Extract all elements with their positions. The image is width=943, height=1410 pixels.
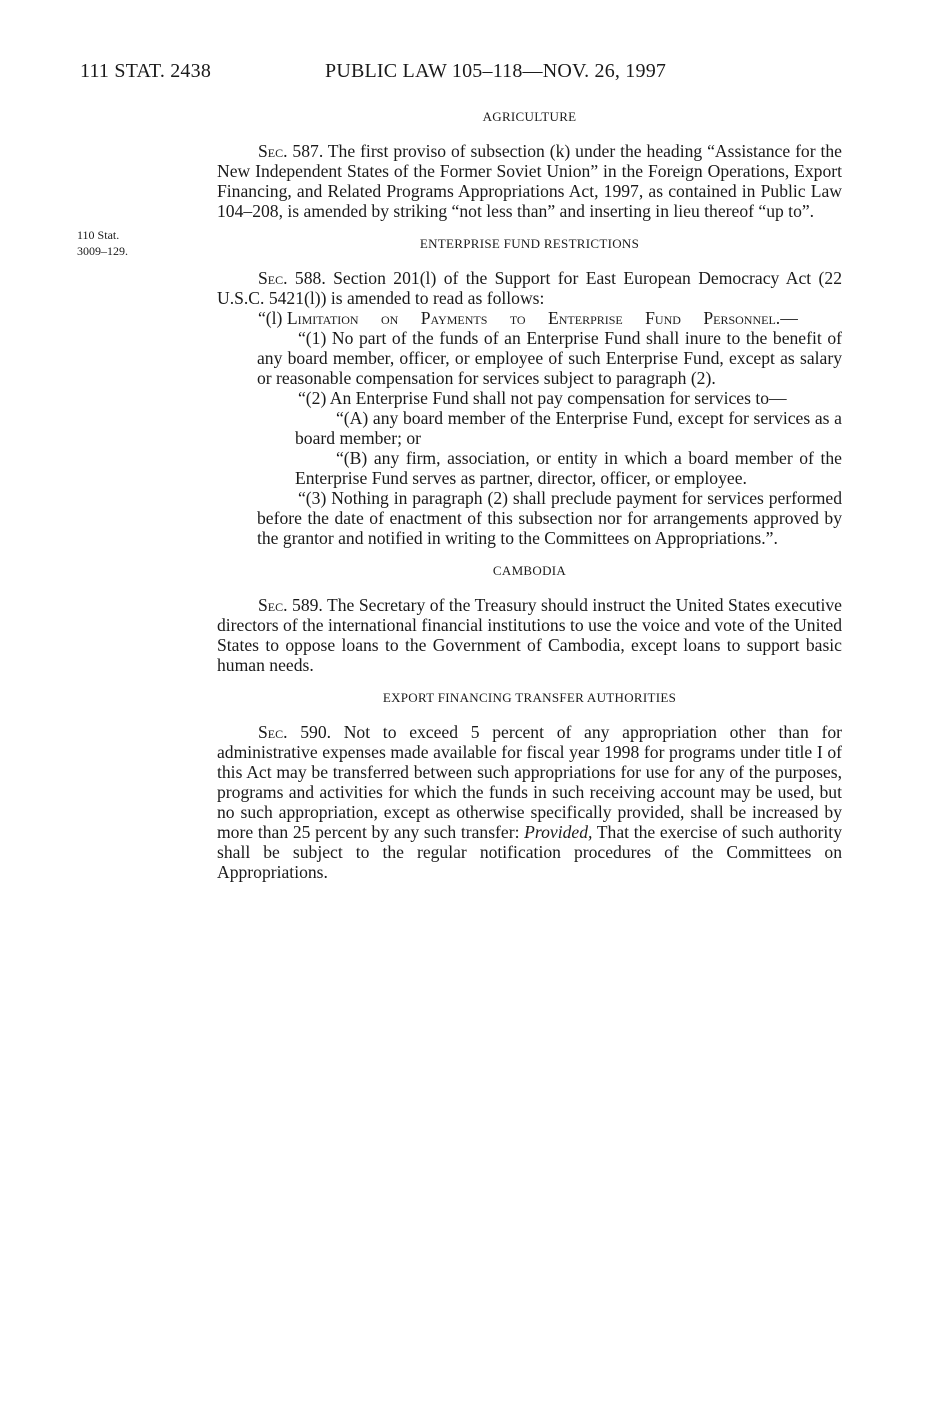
sec-label: Sec. — [258, 141, 288, 161]
section-590-text — [217, 722, 842, 882]
subsection-l-title: Limitation on Payments to Enterprise Fund Personnel. — [286, 308, 781, 328]
section-587-text — [217, 141, 842, 221]
paragraph-3: “(3) Nothing in paragraph (2) shall preclude payment for services performed before the date of enactment of this subsection nor for arrangements approved by the grantor and notified in writing to the Committees on Appropriations.”. — [257, 488, 842, 548]
section-590-body-after: That the exercise of such authority shall be subject to the regular notification procedures of the Committees on Appropriations. — [217, 822, 842, 882]
section-heading-enterprise-fund: ENTERPRISE FUND RESTRICTIONS — [419, 236, 640, 251]
document-body — [217, 109, 842, 882]
section-587-body: 587. The first proviso of subsection (k) under the heading “Assistance for the New Independent States of the Former Soviet Union” in the Foreign Operations, Export Financing, and Related Programs Appropriations Act, 1997, as contained in Public Law 104–208, is amended by striking “not less than” and inserting in lieu thereof “up to”. — [217, 141, 842, 221]
provided-keyword: Provided, — [524, 822, 593, 842]
section-589-body: 589. The Secretary of the Treasury should instruct the United States executive directors of the international financial institutions to use the voice and vote of the United States to oppose loans to the Government of Cambodia, except loans to support basic human needs. — [217, 595, 842, 675]
section-590-body-before: 590. Not to exceed 5 percent of any appropriation other than for administrative expenses made available for fiscal year 1998 for programs under title I of this Act may be transferred between such appropriations for use for any of the purposes, programs and activities for which the funds in such receiving account may be used, but no such appropriation, except as otherwise specifically provided, shall be increased by more than 25 percent by any such transfer: — [217, 722, 842, 842]
subsection-l-heading — [217, 308, 842, 328]
subsection-l-dash: — — [780, 308, 798, 328]
paragraph-2: “(2) An Enterprise Fund shall not pay compensation for services to— — [298, 388, 787, 408]
stat-page-number: 111 STAT. 2438 — [80, 60, 212, 82]
page-header — [80, 60, 667, 83]
section-589-text — [217, 595, 842, 675]
section-588-body: 588. Section 201(l) of the Support for East European Democracy Act (22 U.S.C. 5421(l)) is amended to read as follows: — [217, 268, 842, 308]
sec-label: Sec. — [258, 722, 288, 742]
paragraph-2-b: “(B) any firm, association, or entity in which a board member of the Enterprise Fund serves as partner, director, officer, or employee. — [295, 448, 842, 488]
section-heading-export-financing: EXPORT FINANCING TRANSFER AUTHORITIES — [382, 690, 677, 705]
margin-note-line-1: 110 Stat. — [77, 228, 120, 242]
margin-note — [77, 227, 128, 259]
subsection-l-prefix: “(l) — [258, 308, 287, 328]
section-heading-agriculture: AGRICULTURE — [482, 109, 577, 124]
paragraph-1: “(1) No part of the funds of an Enterprise Fund shall inure to the benefit of any board member, officer, or employee of such Enterprise Fund, except as salary or reasonable compensation for services subject to paragraph (2). — [257, 328, 842, 388]
margin-note-line-2: 3009–129. — [77, 244, 128, 258]
section-588-text — [217, 268, 842, 308]
sec-label: Sec. — [258, 595, 288, 615]
public-law-title: PUBLIC LAW 105–118—NOV. 26, 1997 — [325, 60, 667, 82]
paragraph-2-a: “(A) any board member of the Enterprise Fund, except for services as a board member; or — [295, 408, 842, 448]
sec-label: Sec. — [258, 268, 288, 288]
section-heading-cambodia: CAMBODIA — [492, 563, 567, 578]
